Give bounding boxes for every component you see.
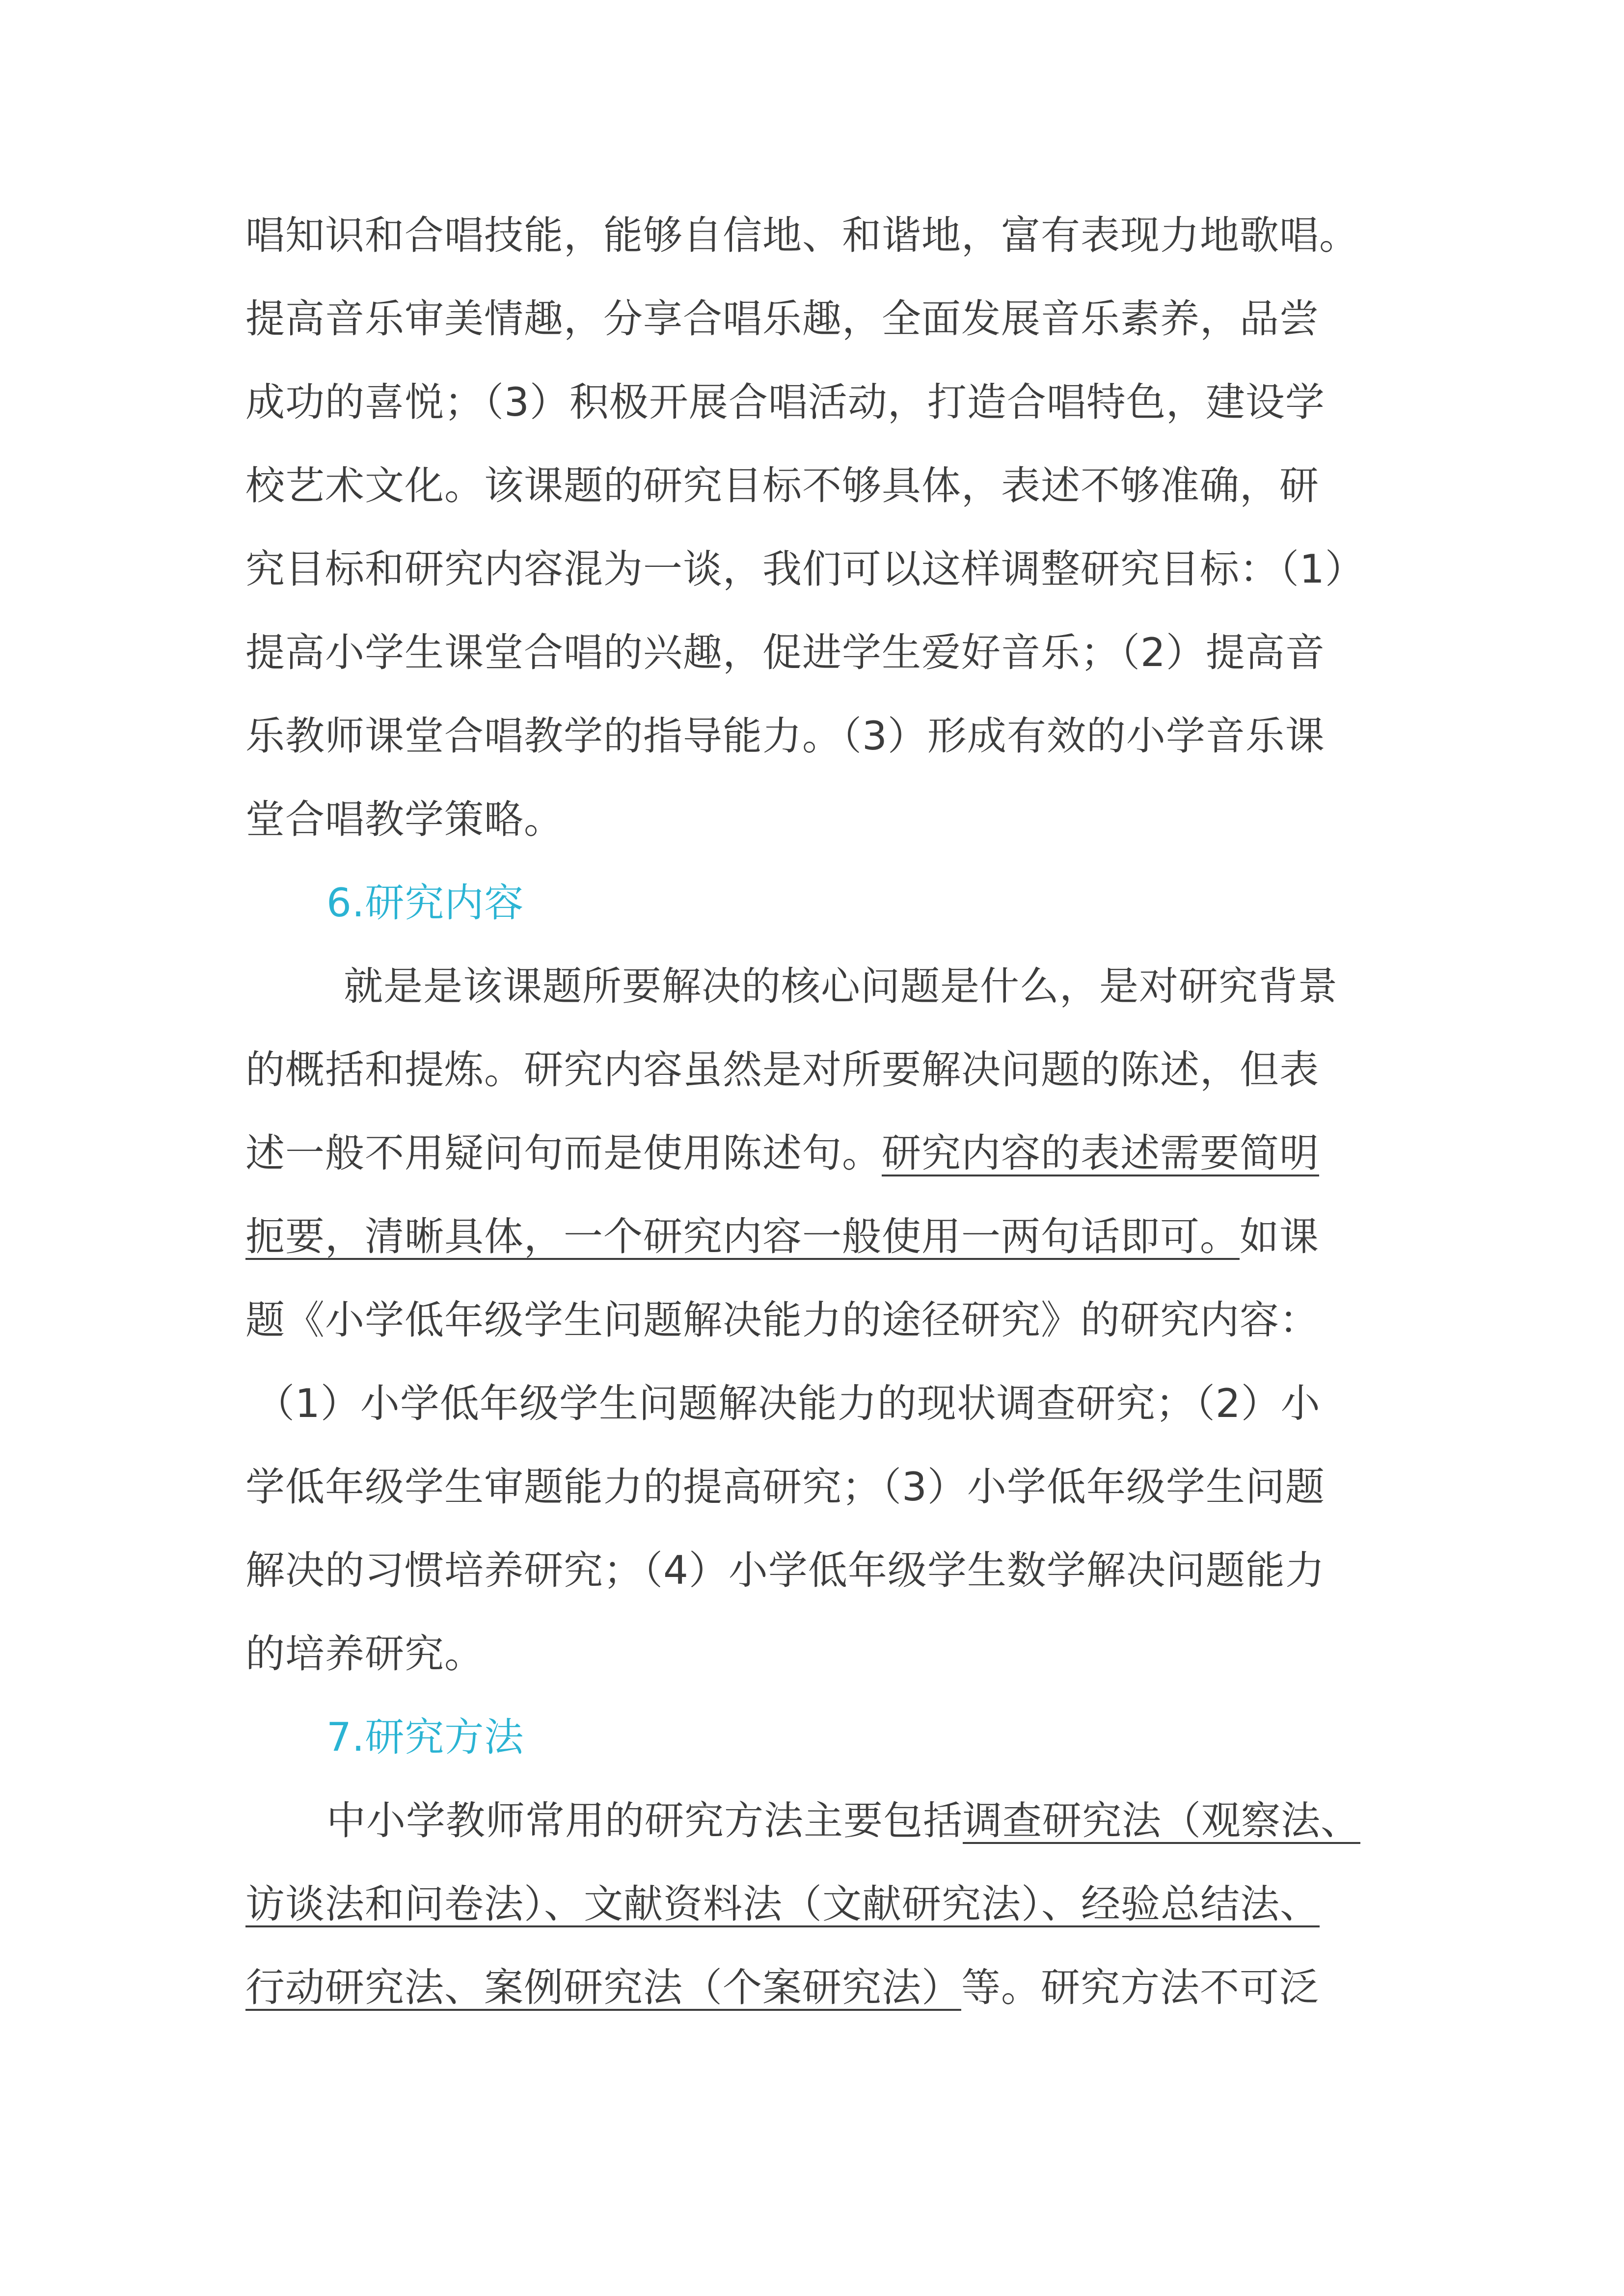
plain-text: 述一般不用疑问句而是使用陈述句。: [245, 1130, 882, 1176]
paragraph-line: 就是是该课题所要解决的核心问题是什么，是对研究背景: [344, 963, 1338, 1009]
paragraph-line: 提高小学生课堂合唱的兴趣，促进学生爱好音乐；（2）提高音: [245, 630, 1325, 675]
plain-text: 等。研究方法不可泛: [961, 1965, 1319, 2010]
section-heading-research-methods: 7.研究方法: [326, 1714, 524, 1760]
paragraph-line: 校艺术文化。该课题的研究目标不够具体，表述不够准确，研: [245, 463, 1319, 508]
paragraph-line: 乐教师课堂合唱教学的指导能力。（3）形成有效的小学音乐课: [245, 713, 1325, 759]
paragraph-line: 究目标和研究内容混为一谈，我们可以这样调整研究目标：（1）: [245, 546, 1365, 592]
paragraph-line: （1）小学低年级学生问题解决能力的现状调查研究；（2）小: [255, 1381, 1321, 1426]
paragraph-line: 的培养研究。: [245, 1631, 484, 1677]
plain-text: 中小学教师常用的研究方法主要包括: [326, 1798, 963, 1843]
paragraph-line: 堂合唱教学策略。: [245, 797, 564, 842]
paragraph-line: 唱知识和合唱技能，能够自信地、和谐地，富有表现力地歌唱。: [245, 213, 1359, 258]
paragraph-line: 的概括和提炼。研究内容虽然是对所要解决问题的陈述，但表: [245, 1047, 1319, 1093]
underlined-text: 研究内容的表述需要简明: [882, 1130, 1319, 1176]
paragraph-line: 解决的习惯培养研究；（4）小学低年级学生数学解决问题能力: [245, 1548, 1325, 1593]
paragraph-line: [245, 1124, 1319, 1183]
paragraph-line: 学低年级学生审题能力的提高研究；（3）小学低年级学生问题: [245, 1464, 1325, 1510]
section-heading-research-content: 6.研究内容: [326, 880, 524, 926]
paragraph-line: 提高音乐审美情趣，分享合唱乐趣，全面发展音乐素养，品尝: [245, 296, 1319, 342]
paragraph-line: 成功的喜悦；（3）积极开展合唱活动，打造合唱特色，建设学: [245, 379, 1325, 425]
underlined-text: 扼要，清晰具体，一个研究内容一般使用一两句话即可。: [245, 1214, 1240, 1259]
paragraph-line: [245, 1875, 1320, 1934]
paragraph-line: [326, 1791, 1360, 1850]
underlined-text: 调查研究法（观察法、: [963, 1798, 1360, 1843]
plain-text: 如课: [1240, 1214, 1319, 1259]
underlined-text: 访谈法和问卷法）、文献资料法（文献研究法）、经验总结法、: [245, 1881, 1320, 1927]
paragraph-line: 题《小学低年级学生问题解决能力的途径研究》的研究内容：: [245, 1297, 1319, 1343]
underlined-text: 行动研究法、案例研究法（个案研究法）: [245, 1965, 961, 2010]
paragraph-line: [245, 1207, 1319, 1266]
paragraph-line: [245, 1958, 1319, 2017]
